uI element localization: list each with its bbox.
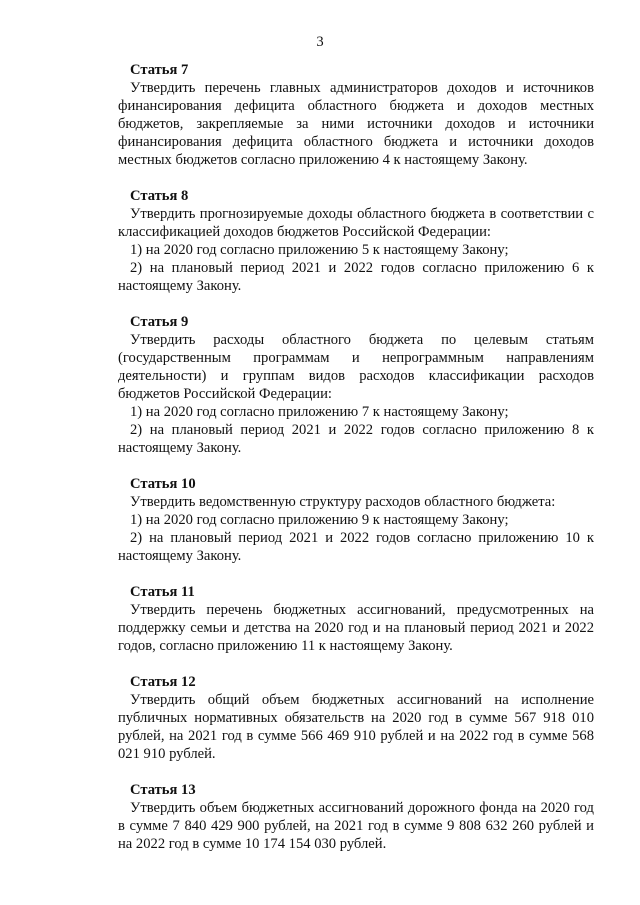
article-section [118,673,594,763]
article-section [118,781,594,853]
article-section [118,61,594,169]
article-paragraph: Утвердить общий объем бюджетных ассигнований на исполнение публичных нормативных обязательств на 2020 год в сумме 567 918 010 рублей, на 2021 год в сумме 566 469 910 рублей и на 2022 год в сумме 568 021 910 рублей. [118,692,594,762]
article-paragraph: 2) на плановый период 2021 и 2022 годов согласно приложению 10 к настоящему Закону. [118,530,594,564]
article-paragraph: 2) на плановый период 2021 и 2022 годов согласно приложению 6 к настоящему Закону. [118,260,594,294]
article-section [118,313,594,457]
article-paragraph: Утвердить перечень бюджетных ассигнований, предусмотренных на поддержку семьи и детства на 2020 год и на плановый период 2021 и 2022 годов, согласно приложению 11 к настоящему Закону. [118,602,594,654]
article-title: Статья 8 [130,188,189,204]
article-paragraph: 1) на 2020 год согласно приложению 9 к настоящему Закону; [130,512,509,528]
article-paragraph: 1) на 2020 год согласно приложению 5 к настоящему Закону; [130,242,509,258]
article-title: Статья 10 [130,476,196,492]
article-paragraph: Утвердить объем бюджетных ассигнований дорожного фонда на 2020 год в сумме 7 840 429 900 рублей, на 2021 год в сумме 9 808 632 260 рублей и на 2022 год в сумме 10 174 154 030 рублей. [118,800,594,852]
article-title: Статья 9 [130,314,189,330]
article-paragraph: Утвердить прогнозируемые доходы областного бюджета в соответствии с классификацией доходов бюджетов Российской Федерации: [118,206,594,240]
page-number: 3 [316,34,324,50]
article-paragraph: 1) на 2020 год согласно приложению 7 к настоящему Закону; [130,404,509,420]
article-paragraph: Утвердить ведомственную структуру расходов областного бюджета: [130,494,556,510]
article-title: Статья 11 [130,584,195,600]
article-title: Статья 7 [130,62,189,78]
document-body [118,61,594,871]
article-title: Статья 12 [130,674,196,690]
article-paragraph: 2) на плановый период 2021 и 2022 годов согласно приложению 8 к настоящему Закону. [118,422,594,456]
article-section [118,475,594,565]
article-title: Статья 13 [130,782,196,798]
article-section [118,583,594,655]
article-paragraph: Утвердить расходы областного бюджета по целевым статьям (государственным программам и непрограммным направлениям деятельности) и группам видов расходов классификации расходов бюджетов Российской Федерации: [118,332,594,402]
article-paragraph: Утвердить перечень главных администраторов доходов и источников финансирования дефицита областного бюджета и доходов местных бюджетов, закрепляемые за ними источники доходов и источники финансирования дефицита областного бюджета и источники доходов местных бюджетов согласно приложению 4 к настоящему Закону. [118,80,594,168]
article-section [118,187,594,295]
